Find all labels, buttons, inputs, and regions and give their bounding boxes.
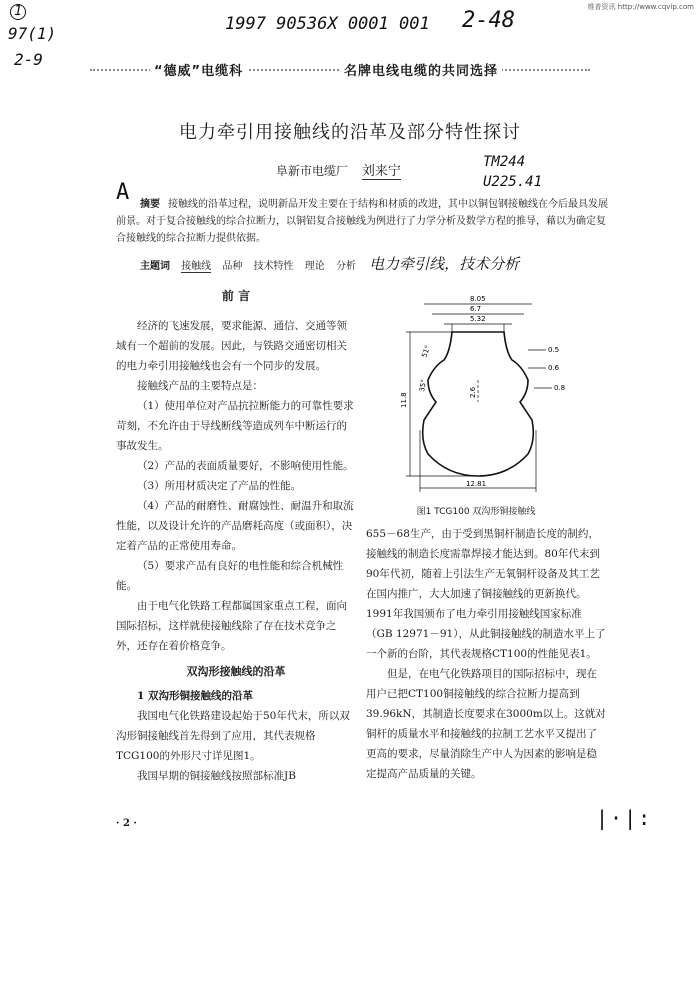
handwritten-keywords: 电力牵引线，技术分析 bbox=[369, 255, 520, 273]
handwritten-class-code-1: TM244 bbox=[483, 154, 526, 170]
handwritten-page-range: 2-9 bbox=[14, 50, 43, 69]
author-affiliation: 阜新市电缆厂 bbox=[276, 164, 349, 178]
keyword-1: 接触线 bbox=[181, 261, 212, 272]
figure-1 bbox=[366, 280, 586, 520]
feature-item-4: （4）产品的耐磨性、耐腐蚀性、耐温升和取流性能，以及设计允许的产品磨耗高度（或面积），决定着产品的正常使用寿命。 bbox=[116, 500, 354, 552]
keyword-3: 技术特性 bbox=[253, 261, 294, 272]
banner bbox=[90, 60, 590, 82]
abstract-label: 摘要 bbox=[140, 199, 160, 210]
handwritten-page-code: 2-48 bbox=[462, 8, 515, 33]
dim-r2: 0.6 bbox=[548, 364, 560, 372]
right-paragraph-1: 655－68生产，由于受到黑铜杆制造长度的制约，接触线的制造长度需靠焊接才能达到。80年代末到90年代初，随着上引法生产无氧铜杆设备及其工艺在国内推广，大大加速了铜接触线的更新换代。1991年我国颁布了电力牵引用接触线国家标准（GB 12971－91），从此铜接触线的制造水平上了一个新的台阶，其代表规格CT100的性能见表1。 bbox=[366, 528, 606, 660]
keywords-label: 主题词 bbox=[140, 261, 170, 272]
contact-wire-outline bbox=[423, 332, 534, 476]
handwritten-circled-number: 1 bbox=[10, 4, 26, 20]
feature-item-2: （2）产品的表面质量要好，不影响使用性能。 bbox=[137, 460, 354, 472]
dim-height-total: 11.8 bbox=[400, 392, 408, 408]
watermark: 维普资讯 http://www.cqvip.com bbox=[587, 3, 694, 11]
preface-paragraph-1: 经济的飞速发展，要求能源、通信、交通等领域有一个超前的发展。因此，与铁路交通密切相关的电力牵引用接触线也会有一个同步的发展。 bbox=[116, 320, 347, 372]
page-number: · 2 · bbox=[116, 818, 137, 829]
figure-1-caption: 图1 TCG100 双沟形铜接触线 bbox=[416, 507, 536, 517]
preface-paragraph-2: 接触线产品的主要特点是： bbox=[137, 380, 263, 392]
dim-angle2: 35° bbox=[418, 378, 429, 393]
dim-height-mid: 2.6 bbox=[469, 386, 477, 398]
feature-item-3: （3）所用材质决定了产品的性能。 bbox=[137, 480, 302, 492]
author-name: 刘来宁 bbox=[361, 164, 401, 179]
keyword-2: 品种 bbox=[222, 261, 243, 272]
preface-paragraph-3: 由于电气化铁路工程都属国家重点工程，面向国际招标，这样就使接触线除了存在技术竞争之外，还存在着价格竞争。 bbox=[116, 600, 347, 652]
keyword-5: 分析 bbox=[335, 261, 356, 272]
author-line bbox=[276, 160, 401, 179]
right-paragraph-2: 但是，在电气化铁路项目的国际招标中，现在用户已把CT100铜接触线的综合拉断力提高到39.96kN，其制造长度要求在3000m以上。这就对铜杆的质量水平和接触线的拉制工艺水平又提出了更高的要求，尽量消除生产中人为因素的影响是稳定提高产品质量的关键。 bbox=[366, 668, 606, 780]
section-title-preface: 前 言 bbox=[221, 289, 251, 303]
handwritten-class-code-2: U225.41 bbox=[483, 174, 543, 190]
history-paragraph-2: 我国早期的铜接触线按照部标准JB bbox=[137, 770, 296, 782]
dim-width: 12.81 bbox=[466, 480, 487, 488]
feature-item-5: （5）要求产品有良好的电性能和综合机械性能。 bbox=[116, 560, 344, 592]
history-paragraph-1: 我国电气化铁路建设起始于50年代末，所以双沟形铜接触线首先得到了应用，其代表规格TCG100的外形尺寸详见图1。 bbox=[116, 710, 350, 762]
handwritten-volume-issue: 97(1) bbox=[8, 24, 57, 43]
dim-w3: 5.32 bbox=[470, 315, 486, 323]
feature-item-1: （1）使用单位对产品抗拉断能力的可靠性要求苛刻，不允许由于导线断线等造成列车中断运行的事故发生。 bbox=[116, 400, 354, 452]
handwritten-doc-type-mark: A bbox=[116, 180, 130, 205]
dim-r1: 0.5 bbox=[548, 346, 560, 354]
dim-angle1: 51° bbox=[420, 344, 433, 359]
article-title: 电力牵引用接触线的沿革及部分特性探讨 bbox=[179, 122, 521, 143]
dim-r3: 0.8 bbox=[554, 384, 566, 392]
keywords bbox=[140, 256, 620, 275]
dim-w1: 8.05 bbox=[470, 295, 486, 303]
margin-mark: |·|: bbox=[596, 806, 653, 830]
keyword-4: 理论 bbox=[304, 261, 325, 272]
right-column bbox=[366, 524, 606, 784]
banner-left-text: “德威”电缆科 bbox=[150, 60, 247, 79]
figure-1-drawing bbox=[366, 280, 586, 500]
handwritten-catalog-number: 1997 90536X 0001 001 bbox=[225, 14, 430, 34]
left-column bbox=[116, 284, 356, 786]
section-title-history: 双沟形接触线的沿革 bbox=[186, 665, 286, 678]
abstract-text: 接触线的沿革过程，说明新品开发主要在于结构和材质的改进，其中以铜包钢接触线在今后最具发展前景。对于复合接触线的综合拉断力，以铜铝复合接触线为例进行了力学分析及数学方程的推导，藉以为确定复合接触线的综合拉断力提供依据。 bbox=[116, 199, 608, 244]
dim-w2: 6.7 bbox=[470, 305, 482, 313]
abstract bbox=[116, 196, 614, 247]
subsection-title-1: 1 双沟形铜接触线的沿革 bbox=[137, 690, 253, 702]
banner-right-text: 名牌电线电缆的共同选择 bbox=[340, 60, 502, 79]
